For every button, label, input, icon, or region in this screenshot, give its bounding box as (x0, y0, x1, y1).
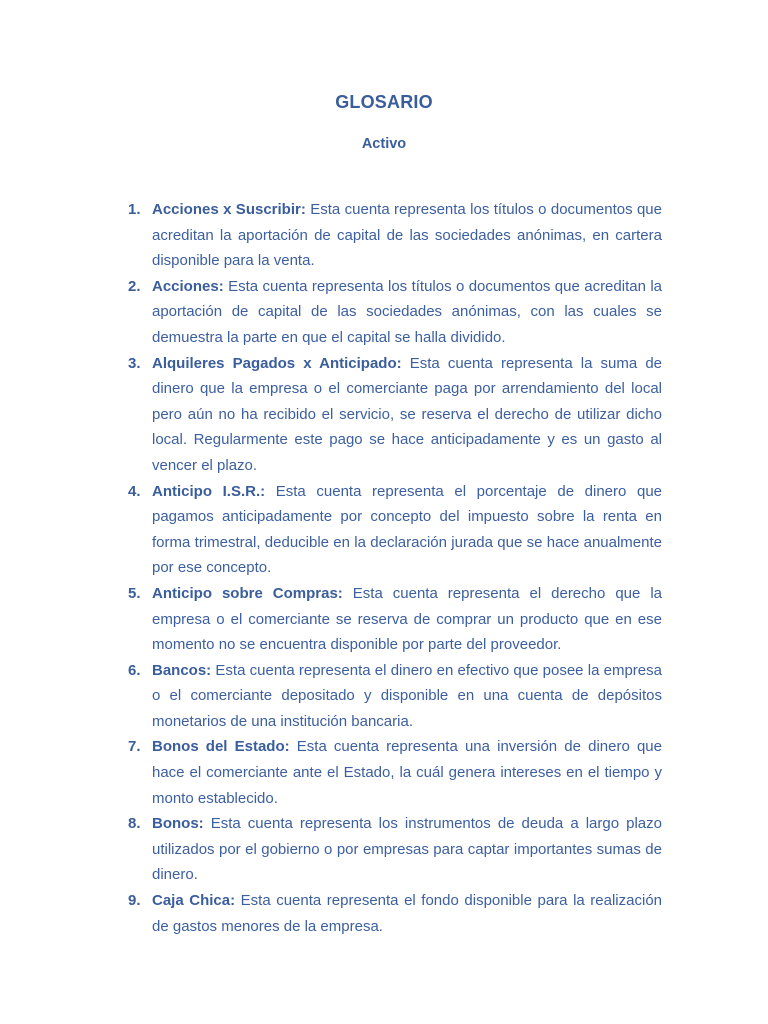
entry-definition: Esta cuenta representa el fondo disponible para la realización de gastos menores de la empresa. (152, 892, 663, 935)
glossary-entry (126, 734, 662, 811)
entry-term: Bonos: (152, 815, 204, 833)
entry-number: 3. (128, 354, 141, 372)
glossary-entry (126, 479, 662, 581)
glossary-entry (126, 581, 662, 658)
entry-number: 7. (128, 738, 141, 756)
glossary-entry (126, 197, 662, 274)
entry-term: Acciones: (152, 277, 224, 295)
glossary-entry (126, 888, 662, 939)
entry-number: 6. (128, 661, 141, 679)
entry-definition: Esta cuenta representa los títulos o documentos que acreditan la aportación de capital de las sociedades anónimas, con las cuales se demuestra la parte en que el capital se halla dividido. (152, 277, 662, 346)
entry-definition: Esta cuenta representa la suma de dinero que la empresa o el comerciante paga por arrendamiento del local pero aún no ha recibido el servicio, se reserva el derecho de utilizar dicho local. Regularmente este pago se hace anticipadamente y es un gasto al vencer el plazo. (152, 354, 663, 474)
entry-term: Bancos: (152, 661, 212, 679)
entry-number: 8. (128, 815, 141, 833)
page-title: GLOSARIO (335, 92, 433, 112)
entry-definition: Esta cuenta representa los instrumentos de deuda a largo plazo utilizados por el gobierno o por empresas para captar importantes sumas de dinero. (152, 815, 662, 884)
entry-number: 5. (128, 584, 141, 602)
entry-term: Anticipo sobre Compras: (152, 584, 343, 602)
entry-term: Acciones x Suscribir: (152, 201, 306, 218)
entry-definition: Esta cuenta representa los títulos o documentos que acreditan la aportación de capital de las sociedades anónimas, en cartera disponible para la venta. (152, 201, 662, 270)
entry-term: Alquileres Pagados x Anticipado: (152, 354, 402, 372)
glossary-entry (126, 351, 662, 479)
entry-number: 4. (128, 482, 141, 500)
entry-definition: Esta cuenta representa el derecho que la empresa o el comerciante se reserva de comprar un producto que en ese momento no se encuentra disponible por parte del proveedor. (152, 584, 662, 654)
entry-definition: Esta cuenta representa el dinero en efectivo que posee la empresa o el comerciante depositado y disponible en una cuenta de depósitos monetarios de una institución bancaria. (152, 661, 662, 730)
entry-definition: Esta cuenta representa el porcentaje de dinero que pagamos anticipadamente por concepto del impuesto sobre la renta en forma trimestral, deducible en la declaración jurada que se hace anualmente por ese concepto. (152, 482, 662, 577)
entry-term: Bonos del Estado: (152, 738, 290, 756)
entry-number: 2. (128, 277, 141, 295)
glossary-entry (126, 274, 662, 351)
glossary-list (126, 197, 662, 939)
entry-definition: Esta cuenta representa una inversión de dinero que hace el comerciante ante el Estado, la cuál genera intereses en el tiempo y monto establecido. (152, 738, 662, 807)
section-subtitle: Activo (361, 136, 407, 152)
glossary-entry (126, 811, 662, 888)
glossary-entry (126, 658, 662, 735)
entry-number: 1. (128, 201, 141, 218)
entry-term: Caja Chica: (152, 892, 236, 910)
entry-number: 9. (128, 892, 141, 910)
entry-term: Anticipo I.S.R.: (152, 482, 266, 500)
